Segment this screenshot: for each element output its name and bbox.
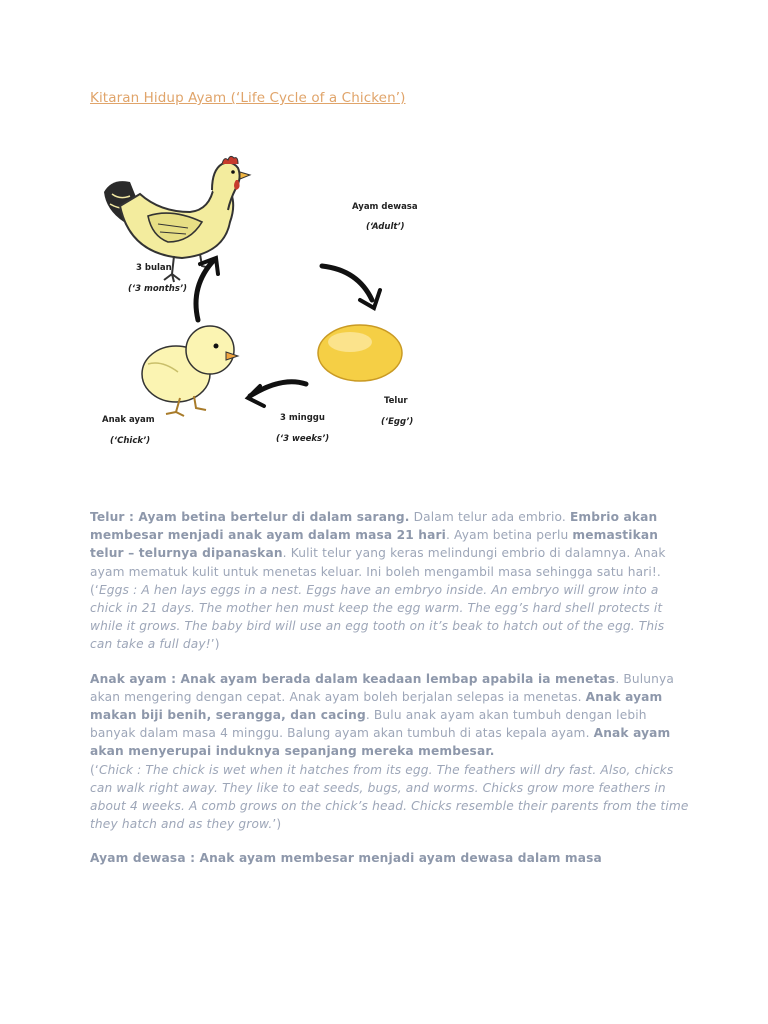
egg-bold-3: memastikan telur – telurnya dipanaskan	[90, 528, 659, 561]
egg-bold-2: Embrio akan membesar menjadi anak ayam dalam masa 21 hari	[90, 510, 658, 543]
chick-bold-1: Anak ayam : Anak ayam berada dalam keadaan lembap apabila ia menetas	[90, 671, 616, 686]
adult-paragraph	[90, 849, 690, 867]
hen-illustration	[104, 156, 250, 282]
egg-english-text: Eggs : A hen lays eggs in a nest. Eggs have an embryo inside. An embryo will grow into a chick in 21 days. The mother hen must keep the egg warm. The egg’s hard shell protects it while it grows. The baby bird will use an egg tooth on it’s beak to hatch out of the egg. This can take a full day!	[90, 582, 665, 652]
egg-bold-1: Telur : Ayam betina bertelur di dalam sarang.	[90, 510, 410, 524]
arrow-chick-to-adult	[196, 260, 214, 320]
weeks-en-label: (‘3 weeks’)	[276, 434, 330, 444]
egg-text-1: Dalam telur ada embrio.	[409, 510, 570, 524]
chick-bold-3: Anak ayam akan menyerupai induknya sepanjang mereka membesar.	[90, 726, 671, 759]
chick-paragraph	[90, 670, 690, 834]
chick-illustration	[142, 326, 238, 416]
egg-en-close: ’)	[210, 637, 220, 652]
article-body	[90, 508, 690, 884]
arrow-adult-to-egg	[322, 266, 372, 300]
chick-en-label: (‘Chick’)	[110, 436, 151, 446]
chick-english-text: Chick : The chick is wet when it hatches from its egg. The feathers will dry fast. Also, chicks can walk right away. They like to eat seeds, bugs, and worms. Chicks grow more feathers in about 4 weeks. A comb grows on the chick’s head. Chicks resemble their parents from the time they hatch and as they grow.	[90, 762, 689, 832]
chick-en-open: (‘	[90, 762, 99, 777]
egg-en-label: (‘Egg’)	[381, 417, 414, 427]
egg-label: Telur	[384, 396, 408, 406]
chick-bold-2: Anak ayam makan biji benih, serangga, dan cacing	[90, 689, 663, 723]
egg-en-open: (‘	[90, 582, 99, 597]
chick-en-close: ’)	[272, 817, 282, 832]
chick-label: Anak ayam	[102, 415, 155, 425]
egg-illustration	[318, 325, 402, 381]
adult-label: Ayam dewasa	[352, 202, 418, 212]
egg-text-3: . Kulit telur yang keras melindungi embrio di dalamnya. Anak ayam mematuk kulit untuk menetas keluar. Ini boleh mengambil masa sehingga satu hari!.	[90, 546, 666, 579]
chick-text-2: . Bulu anak ayam akan tumbuh dengan lebih banyak dalam masa 4 minggu. Balung ayam akan tumbuh di atas kepala ayam.	[90, 708, 647, 741]
weeks-label: 3 minggu	[280, 413, 325, 423]
egg-text-2: . Ayam betina perlu	[446, 528, 573, 543]
egg-paragraph	[90, 508, 690, 654]
adult-en-label: (‘Adult’)	[366, 222, 405, 232]
page-title[interactable]: Kitaran Hidup Ayam (‘Life Cycle of a Chicken’)	[90, 90, 406, 106]
life-cycle-diagram	[90, 150, 420, 460]
chick-text-1: . Bulunya akan mengering dengan cepat. Anak ayam boleh berjalan selepas ia menetas.	[90, 671, 675, 704]
months-label: 3 bulan	[136, 263, 172, 273]
adult-bold-1: Ayam dewasa : Anak ayam membesar menjadi ayam dewasa dalam masa	[90, 851, 602, 866]
months-en-label: (‘3 months’)	[128, 284, 188, 294]
